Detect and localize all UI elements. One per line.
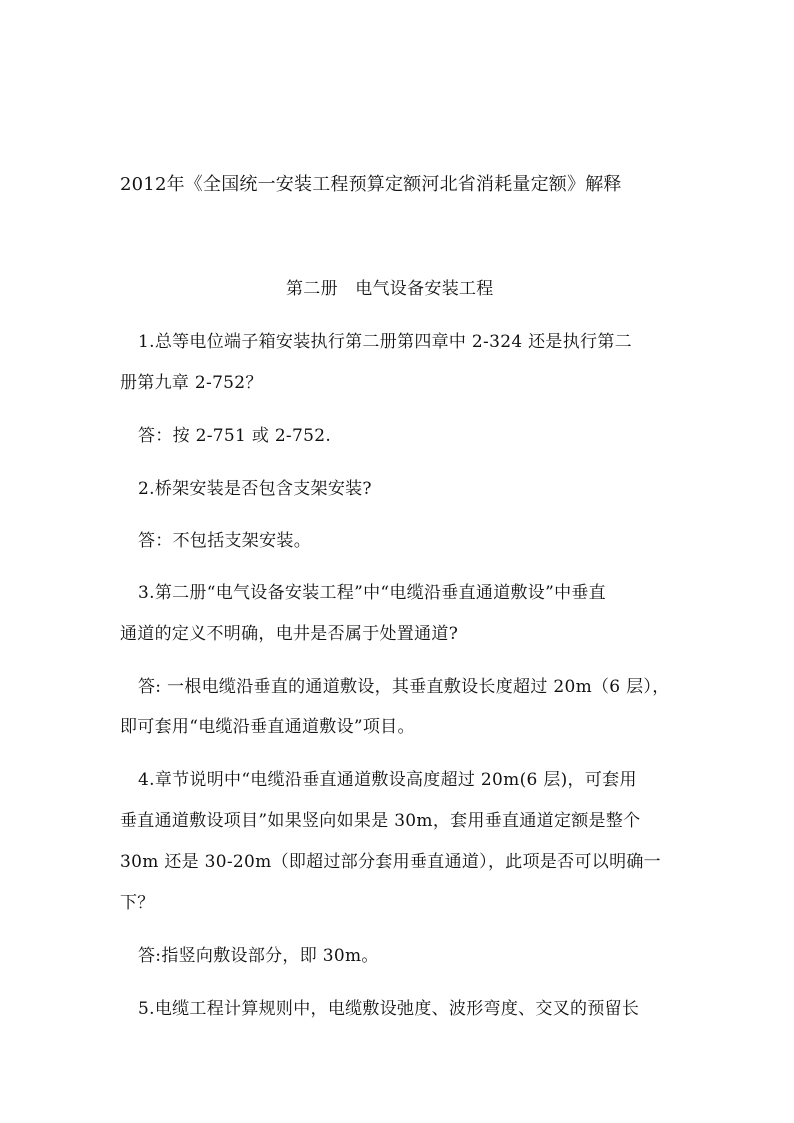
answer-1: 答：按 2-751 或 2-752. xyxy=(138,426,332,446)
answer-3-line-2: 即可套用“电缆沿垂直通道敷设”项目。 xyxy=(120,717,415,737)
question-1-line-1: 1.总等电位端子箱安装执行第二册第四章中 2-324 还是执行第二 xyxy=(138,332,632,352)
document-title: 2012年《全国统一安装工程预算定额河北省消耗量定额》解释 xyxy=(120,174,622,195)
answer-2: 答：不包括支架安装。 xyxy=(138,531,311,551)
question-3-line-2: 通道的定义不明确，电井是否属于处置通道? xyxy=(120,624,459,644)
question-4-line-4: 下？ xyxy=(120,893,155,913)
answer-4: 答:指竖向敷设部分，即 30m。 xyxy=(138,946,379,966)
answer-3-line-1: 答: 一根电缆沿垂直的通道敷设，其垂直敷设长度超过 20m（6 层）， xyxy=(138,677,670,697)
question-3-line-1: 3.第二册“电气设备安装工程”中“电缆沿垂直通道敷设”中垂直 xyxy=(138,583,606,603)
question-4-line-2: 垂直通道敷设项目”如果竖向如果是 30m，套用垂直通道定额是整个 xyxy=(120,811,641,831)
question-4-line-3: 30m 还是 30-20m（即超过部分套用垂直通道），此项是否可以明确一 xyxy=(120,852,661,872)
section-heading: 第二册 电气设备安装工程 xyxy=(286,279,494,299)
question-5-line-1: 5.电缆工程计算规则中，电缆敷设弛度、波形弯度、交叉的预留长 xyxy=(138,999,640,1019)
question-1-line-2: 册第九章 2-752？ xyxy=(120,373,263,393)
question-4-line-1: 4.章节说明中“电缆沿垂直通道敷设高度超过 20m(6 层)，可套用 xyxy=(138,770,637,790)
question-2: 2.桥架安装是否包含支架安装? xyxy=(138,479,372,499)
